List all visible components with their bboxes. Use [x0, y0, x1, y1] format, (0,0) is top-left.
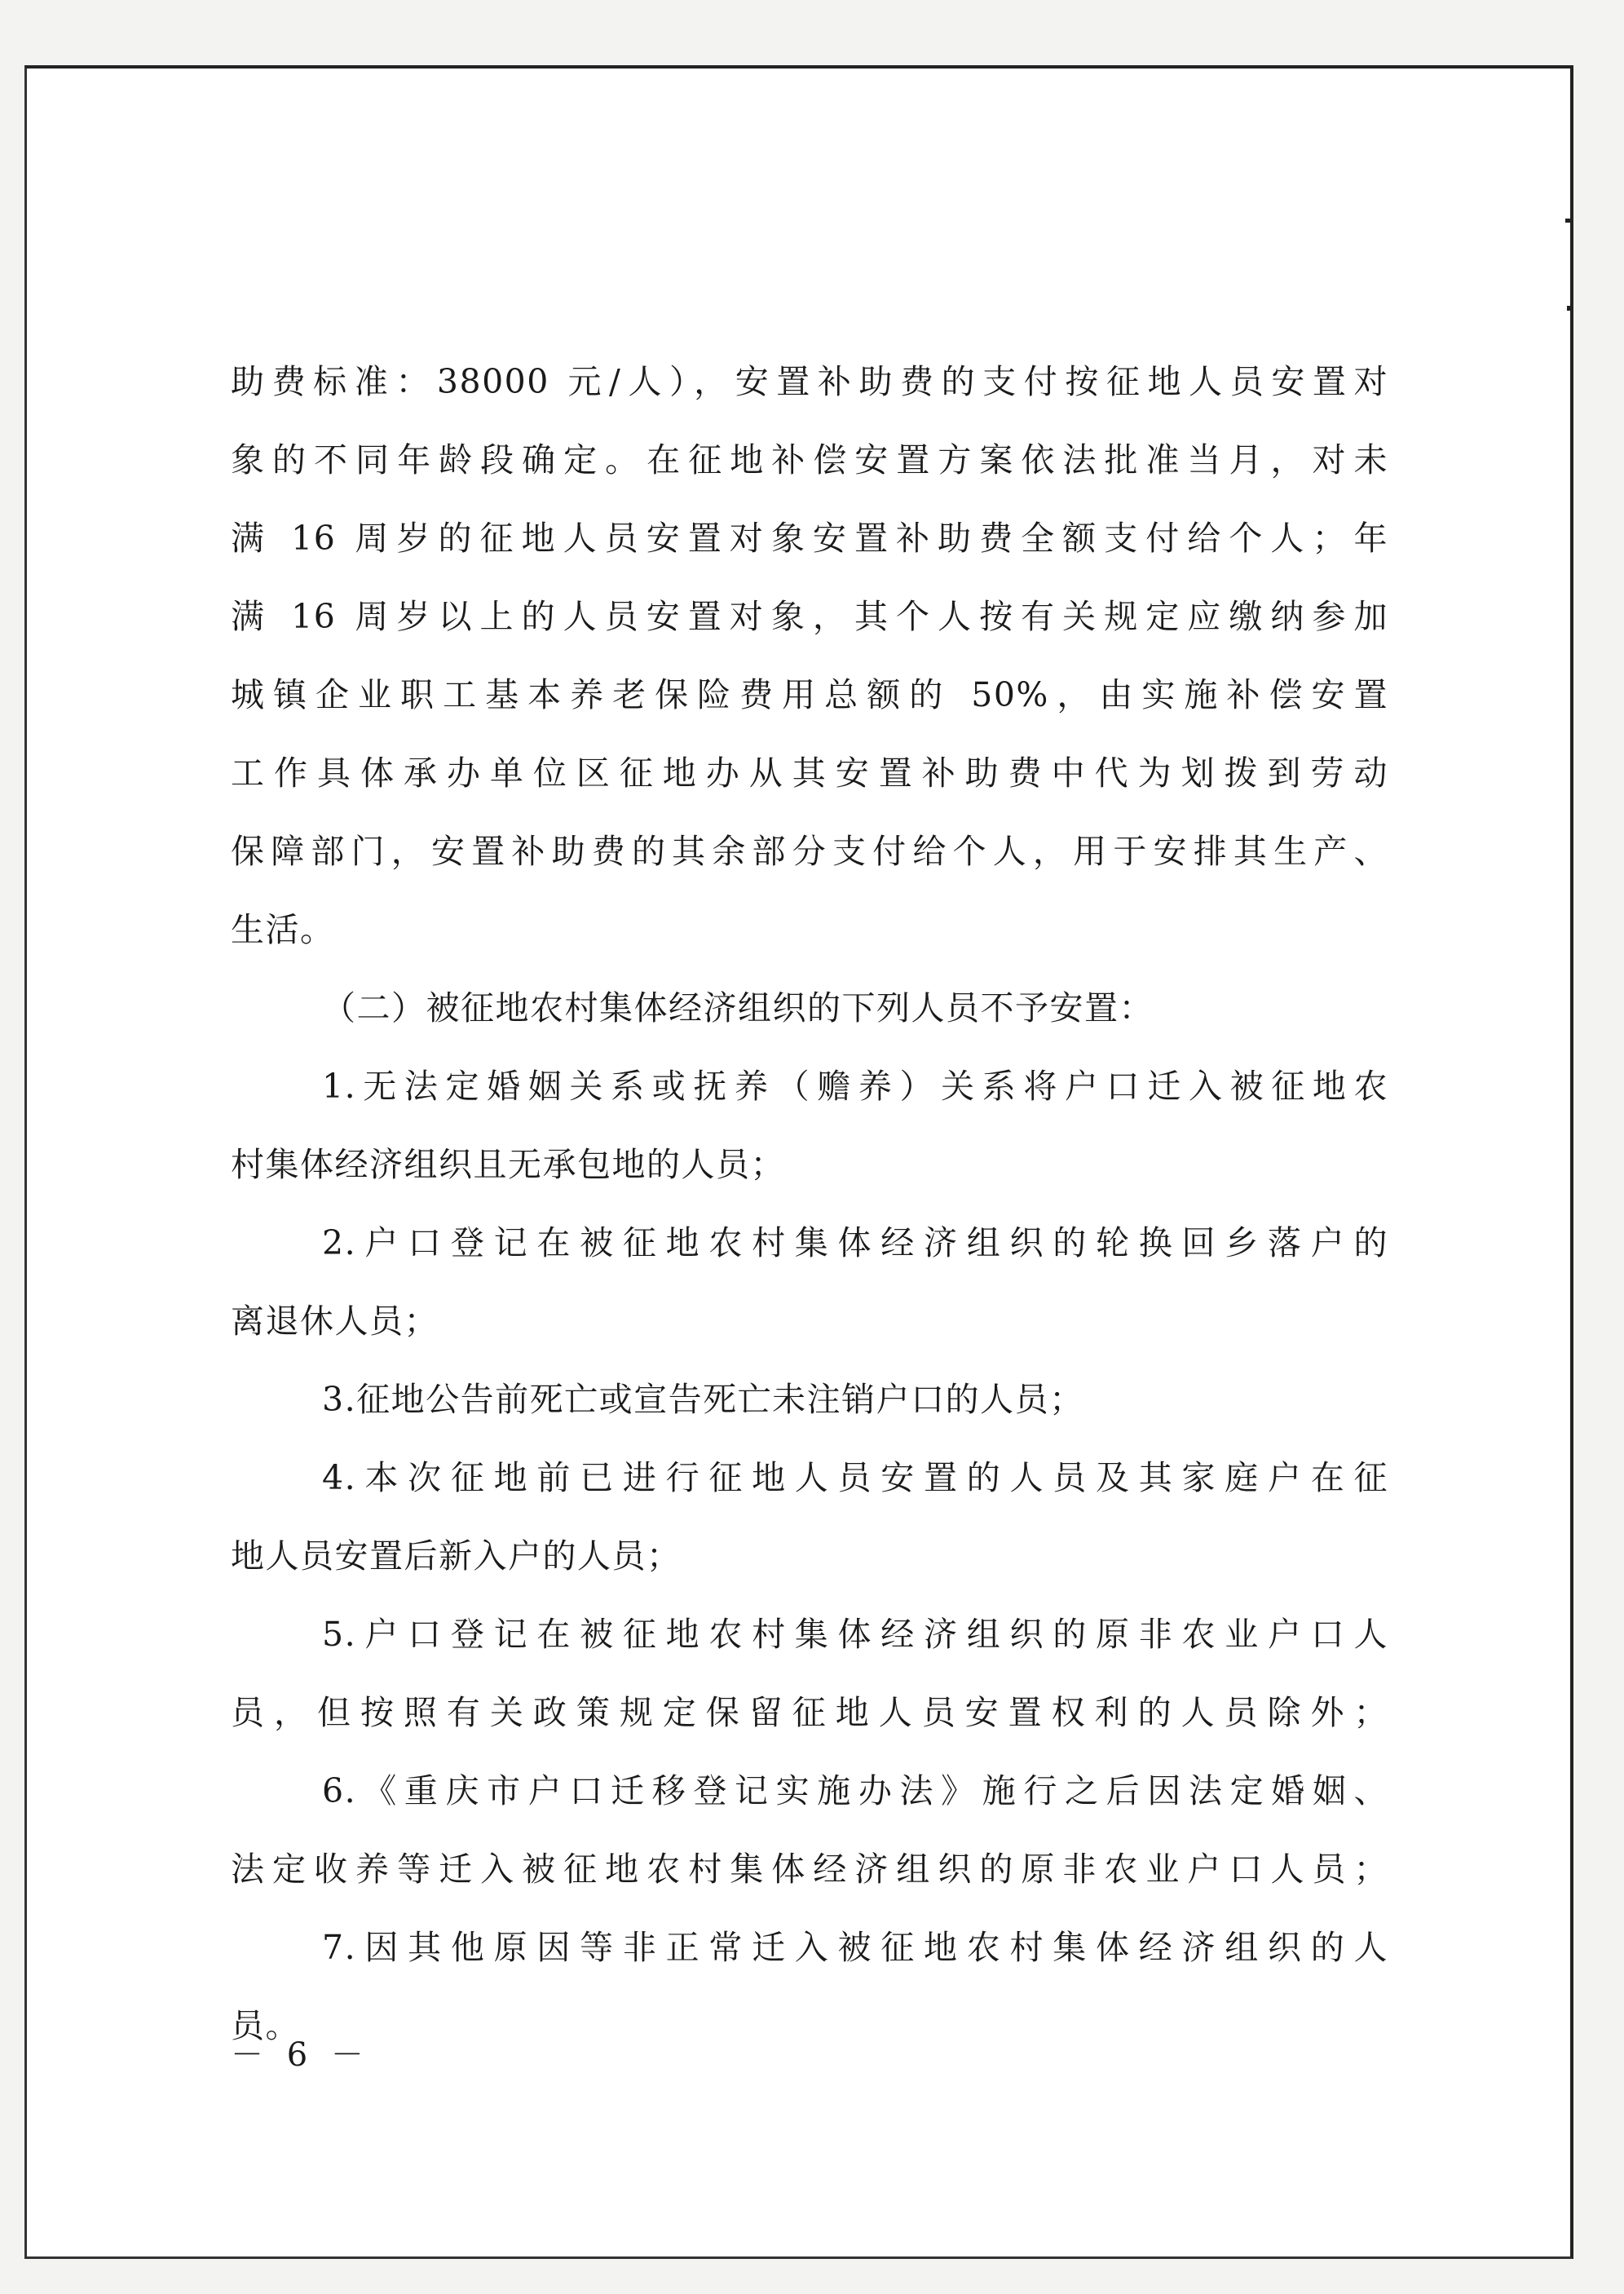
- paragraph-line: 象的不同年龄段确定。在征地补偿安置方案依法批准当月，对未: [231, 440, 1388, 480]
- section-heading: （二）被征地农村集体经济组织的下列人员不予安置：: [322, 988, 1154, 1028]
- scan-speck: [1565, 219, 1573, 223]
- paragraph-line: 保障部门，安置补助费的其余部分支付给个人，用于安排其生产、: [231, 832, 1388, 871]
- list-item-line: 7.因其他原因等非正常迁入被征地农村集体经济组织的人: [322, 1928, 1388, 1967]
- list-item-line: 员，但按照有关政策规定保留征地人员安置权利的人员除外；: [231, 1693, 1388, 1732]
- paragraph-line: 助费标准：38000 元/人），安置补助费的支付按征地人员安置对: [231, 362, 1388, 401]
- list-item-line: 村集体经济组织且无承包地的人员；: [231, 1145, 785, 1184]
- paragraph-line: 工作具体承办单位区征地办从其安置补助费中代为划拨到劳动: [231, 754, 1388, 793]
- list-item-line: 1.无法定婚姻关系或抚养（赡养）关系将户口迁入被征地农: [322, 1067, 1388, 1106]
- list-item-line: 3.征地公告前死亡或宣告死亡未注销户口的人员；: [322, 1380, 1084, 1419]
- paragraph-line: 生活。: [231, 910, 335, 949]
- paragraph-line: 城镇企业职工基本养老保险费用总额的 50%，由实施补偿安置: [231, 675, 1388, 714]
- paragraph-line: 满 16 周岁以上的人员安置对象，其个人按有关规定应缴纳参加: [231, 597, 1388, 636]
- document-body: [231, 343, 1388, 2065]
- list-item-line: 5.户口登记在被征地农村集体经济组织的原非农业户口人: [322, 1615, 1388, 1654]
- paragraph-line: 满 16 周岁的征地人员安置对象安置补助费全额支付给个人；年: [231, 519, 1388, 558]
- list-item-line: 地人员安置后新入户的人员；: [231, 1536, 682, 1576]
- list-item-line: 员。: [231, 2006, 300, 2045]
- list-item-line: 2.户口登记在被征地农村集体经济组织的轮换回乡落户的: [322, 1223, 1388, 1262]
- page-number: － 6 －: [231, 2036, 370, 2074]
- list-item-line: 离退休人员；: [231, 1302, 439, 1341]
- scan-speck: [1567, 306, 1571, 311]
- list-item-line: 法定收养等迁入被征地农村集体经济组织的原非农业户口人员；: [231, 1850, 1388, 1889]
- list-item-line: 4.本次征地前已进行征地人员安置的人员及其家庭户在征: [322, 1458, 1388, 1497]
- list-item-line: 6.《重庆市户口迁移登记实施办法》施行之后因法定婚姻、: [322, 1771, 1388, 1810]
